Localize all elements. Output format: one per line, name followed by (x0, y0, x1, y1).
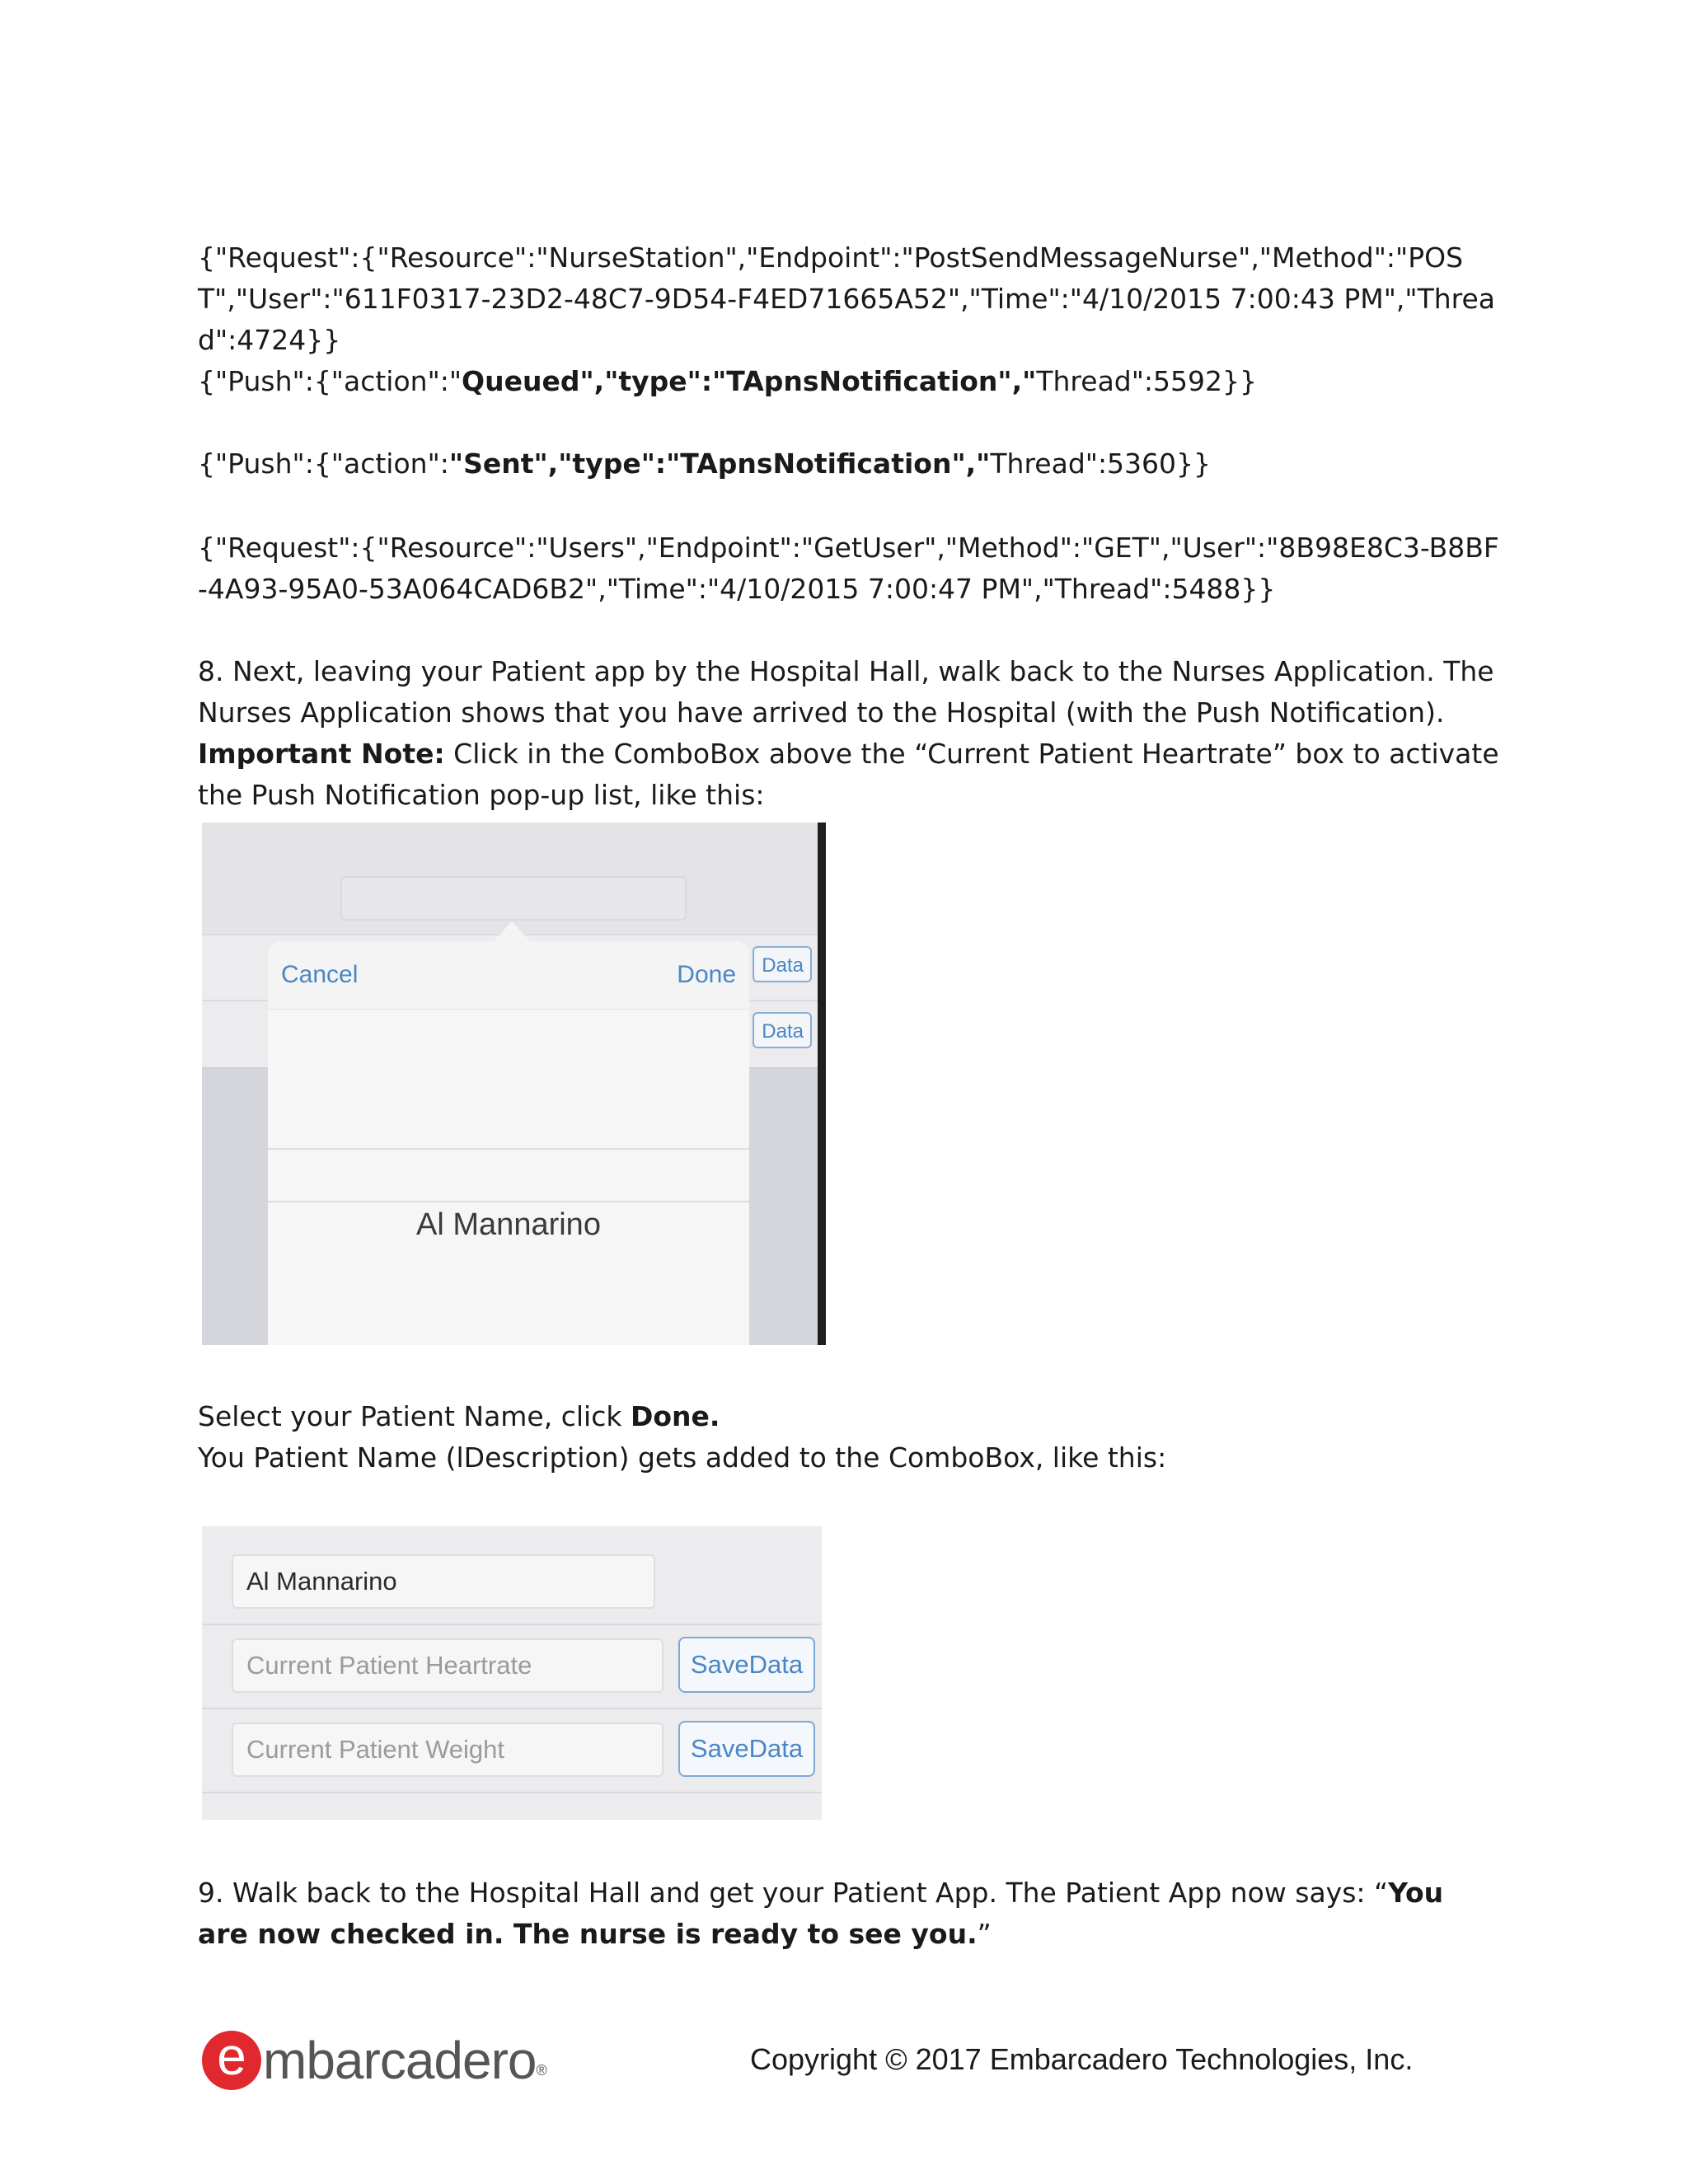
log-text: Thread":5592}} (1036, 365, 1258, 397)
screenshot-picker-popover (202, 823, 826, 1345)
step9-text: 9. Walk back to the Hospital Hall and get your Patient App. The Patient App now says: “ (198, 1877, 1389, 1909)
picker-selected-item[interactable]: Al Mannarino (416, 1207, 601, 1242)
step8-text: 8. Next, leaving your Patient app by the Hospital Hall, walk back to the Nurses Application. The Nurses Application shows that you have arrived to the Hospital (with the Push Notification). (198, 655, 1494, 729)
log-bold-text: "Sent","type":"TApnsNotification"," (448, 448, 991, 480)
save-data-button[interactable]: Data (753, 946, 812, 982)
select-text: Select your Patient Name, click (198, 1400, 631, 1432)
row-divider (202, 1624, 822, 1625)
registered-mark: ® (536, 2062, 546, 2079)
log-line-push-sent (198, 443, 1500, 485)
select-instruction (198, 1396, 1500, 1479)
picker-selection-line (268, 1201, 749, 1202)
combobox-description: You Patient Name (lDescription) gets added to the ComboBox, like this: (198, 1441, 1167, 1474)
cancel-button[interactable]: Cancel (281, 961, 359, 988)
log-text: Thread":5360}} (990, 448, 1212, 480)
step9-paragraph (198, 1872, 1500, 1955)
step8-paragraph (198, 651, 1500, 816)
done-label: Done. (630, 1400, 720, 1432)
popover-toolbar (268, 941, 749, 1010)
picker-popover (268, 941, 749, 1345)
done-button[interactable]: Done (677, 961, 736, 988)
screen-edge (818, 823, 826, 1345)
save-heartrate-button[interactable]: SaveData (678, 1637, 815, 1693)
log-text: {"Push":{"action": (198, 448, 449, 480)
save-data-button[interactable]: Data (753, 1012, 812, 1048)
popover-arrow (492, 921, 532, 943)
checked-in-message: You are now checked in. The nurse is ready to see you. (198, 1877, 1444, 1950)
logo-wordmark (263, 2029, 546, 2092)
picker-selection-line (268, 1148, 749, 1150)
step9-close-quote: ” (977, 1918, 992, 1950)
combobox[interactable] (340, 876, 687, 921)
log-text: {"Push":{"action":" (198, 365, 462, 397)
heartrate-input[interactable]: Current Patient Heartrate (232, 1638, 663, 1693)
logo-wordmark-text: mbarcadero (263, 2031, 537, 2090)
patient-picker-wheel[interactable] (268, 1010, 749, 1345)
patient-combobox[interactable]: Al Mannarino (232, 1554, 655, 1609)
logo-e-mark: e (202, 2031, 261, 2090)
weight-input[interactable]: Current Patient Weight (232, 1722, 663, 1777)
screenshot-filled-form (202, 1526, 822, 1820)
row-divider (202, 1792, 822, 1793)
log-bold-text: Queued","type":"TApnsNotification"," (462, 365, 1037, 397)
important-note-label: Important Note: (198, 738, 445, 770)
save-weight-button[interactable]: SaveData (678, 1721, 815, 1777)
important-note-text: Click in the ComboBox above the “Current Patient Heartrate” box to activate the Push Notification pop-up list, like this: (198, 738, 1499, 811)
row-divider (202, 1708, 822, 1709)
log-line-request-nursestation: {"Request":{"Resource":"NurseStation","Endpoint":"PostSendMessageNurse","Method":"POST","User":"611F0317-23D2-48C7-9D54-F4ED71665A52","Time":"4/10/2015 7:00:43 PM","Thread":4724}} (198, 241, 1496, 356)
log-line-request-users: {"Request":{"Resource":"Users","Endpoint":"GetUser","Method":"GET","User":"8B98E8C3-B8BF-4A93-95A0-53A064CAD6B2","Time":"4/10/2015 7:00:47 PM","Thread":5488}} (198, 532, 1499, 605)
copyright-notice: Copyright © 2017 Embarcadero Technologies, Inc. (750, 2042, 1414, 2076)
log-line-push-queued (198, 361, 1500, 402)
